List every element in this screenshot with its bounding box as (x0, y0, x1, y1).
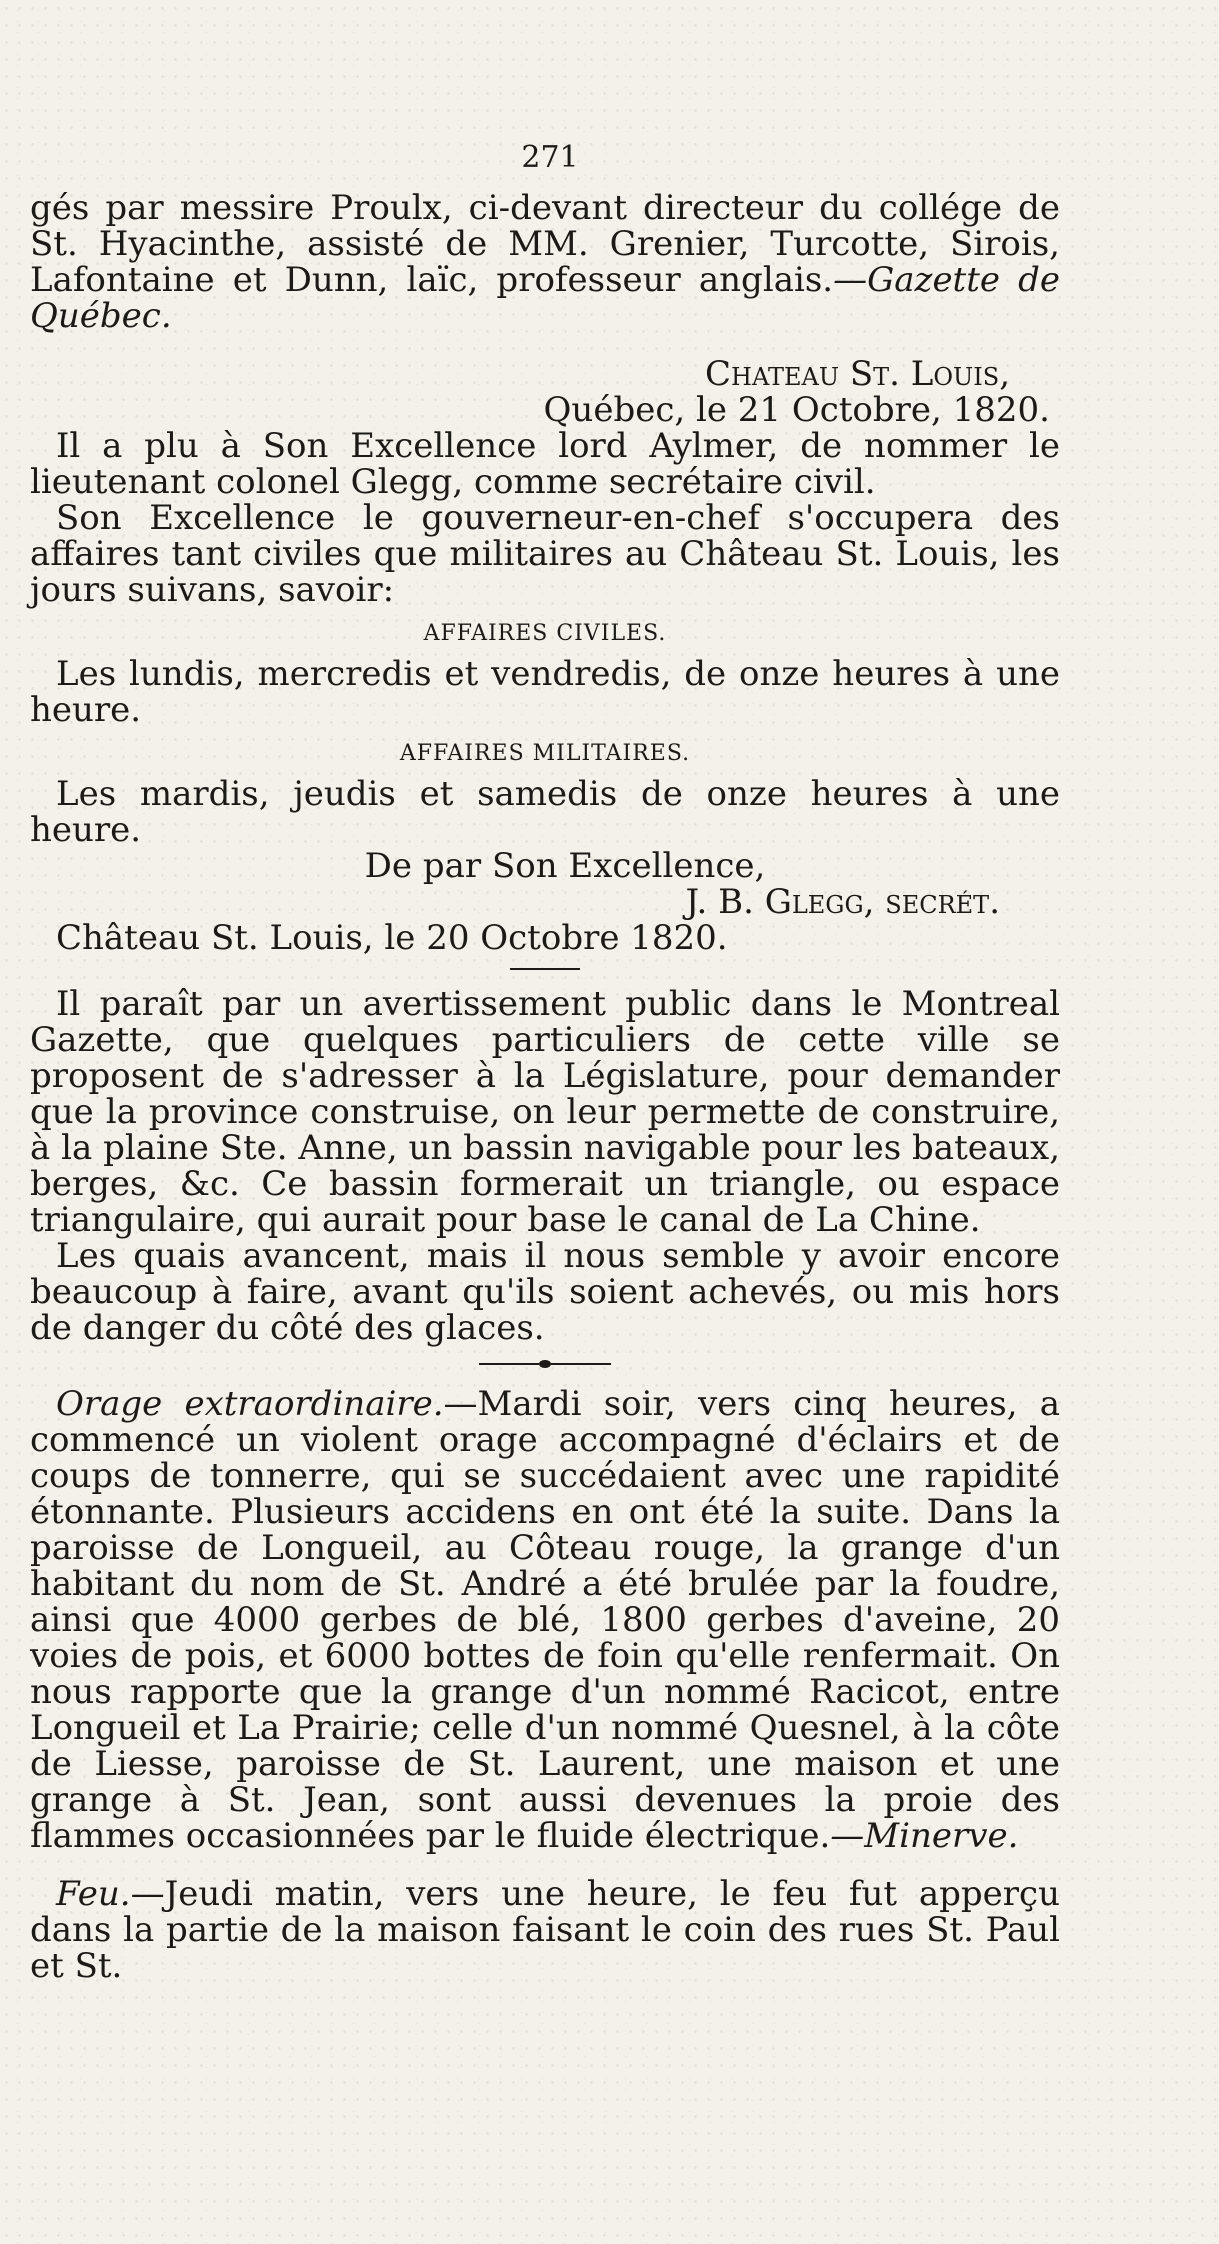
section-rule (510, 968, 580, 970)
spacer (30, 334, 1060, 356)
paragraph-basin: Il paraît par un avertissement public dans le Montreal Gazette, que quelques particuliers de cette ville se proposent de s'adresser à la Législature, pour demander que la province construise, on leur permette de construire, à la plaine Ste. Anne, un bassin navigable pour les bateaux, berges, &c. Ce bassin formerait un triangle, ou espace triangulaire, qui aurait pour base le canal de La Chine. (30, 984, 1060, 1240)
dateline-place: Chateau St. Louis, (705, 354, 1010, 394)
by-excellence: De par Son Excellence, (364, 846, 766, 886)
storm-text: —Mardi soir, vers cinq heures, a commencé un violent orage accompagné d'éclairs et de coups de tonnerre, qui se succédaient avec une rapidité étonnante. Plusieurs accidens en ont été la suite. Dans la paroisse de Longueil, au Côteau rouge, la grange d'un habitant du nom de St. André a été brulée par la foudre, ainsi que 4000 gerbes de blé, 1800 gerbes d'aveine, 20 voies de pois, et 6000 bottes de foin qu'elle renfermait. On nous rapporte que la grange d'un nommé Racicot, entre Longueil et La Prairie; celle d'un nommé Quesnel, à la côte de Liesse, paroisse de St. Laurent, une maison et une grange à St. Jean, sont aussi devenues la proie des flammes occasionnées par le fluide électrique. (30, 1384, 1060, 1856)
paragraph-military-days: Les mardis, jeudis et samedis de onze heures à une heure. (30, 774, 1060, 850)
paragraph-chateau-date: Château St. Louis, le 20 Octobre 1820. (56, 918, 728, 958)
paragraph-text: gés par messire Proulx, ci-devant directeur du collége de St. Hyacinthe, assisté de MM. Grenier, Turcotte, Sirois, Lafontaine et Dunn, laïc, professeur anglais. (30, 188, 1060, 300)
section-ornament (30, 1360, 1060, 1368)
paragraph-fire (30, 1876, 1060, 1984)
paragraph-quays: Les quais avancent, mais il nous semble y avoir encore beaucoup à faire, avant qu'ils soient achevés, ou mis hors de danger du côté des glaces. (30, 1236, 1060, 1348)
ornament-bar-left (479, 1363, 539, 1365)
paragraph-college (30, 190, 1060, 334)
paragraph-schedule: Son Excellence le gouverneur-en-chef s'occupera des affaires tant civiles que militaires au Château St. Louis, les jours suivans, savoir: (30, 498, 1060, 610)
fire-runin-title: Feu. (56, 1874, 131, 1914)
source-citation: —Gazette de Québec. (30, 260, 1060, 336)
heading-military-affairs: AFFAIRES MILITAIRES. (399, 741, 691, 766)
paragraph-storm (30, 1386, 1060, 1854)
storm-source: —Minerve. (830, 1816, 1019, 1856)
paragraph-appointment: Il a plu à Son Excellence lord Aylmer, de nommer le lieutenant colonel Glegg, comme secrétaire civil. (30, 426, 1060, 502)
paragraph-civil-days: Les lundis, mercredis et vendredis, de onze heures à une heure. (30, 654, 1060, 730)
ornament-bar-right (551, 1363, 611, 1365)
dateline-date: Québec, le 21 Octobre, 1820. (543, 390, 1050, 430)
page-body (30, 140, 1060, 1984)
signature: J. B. Glegg, secrét. (685, 882, 1000, 922)
heading-civil-affairs: AFFAIRES CIVILES. (423, 621, 667, 646)
page-number: 271 (521, 140, 579, 175)
spacer (30, 1854, 1060, 1876)
fire-text: —Jeudi matin, vers une heure, le feu fut apperçu dans la partie de la maison faisant le coin des rues St. Paul et St. (30, 1874, 1060, 1986)
storm-runin-title: Orage extraordinaire. (56, 1384, 444, 1424)
ornament-center (539, 1360, 551, 1368)
